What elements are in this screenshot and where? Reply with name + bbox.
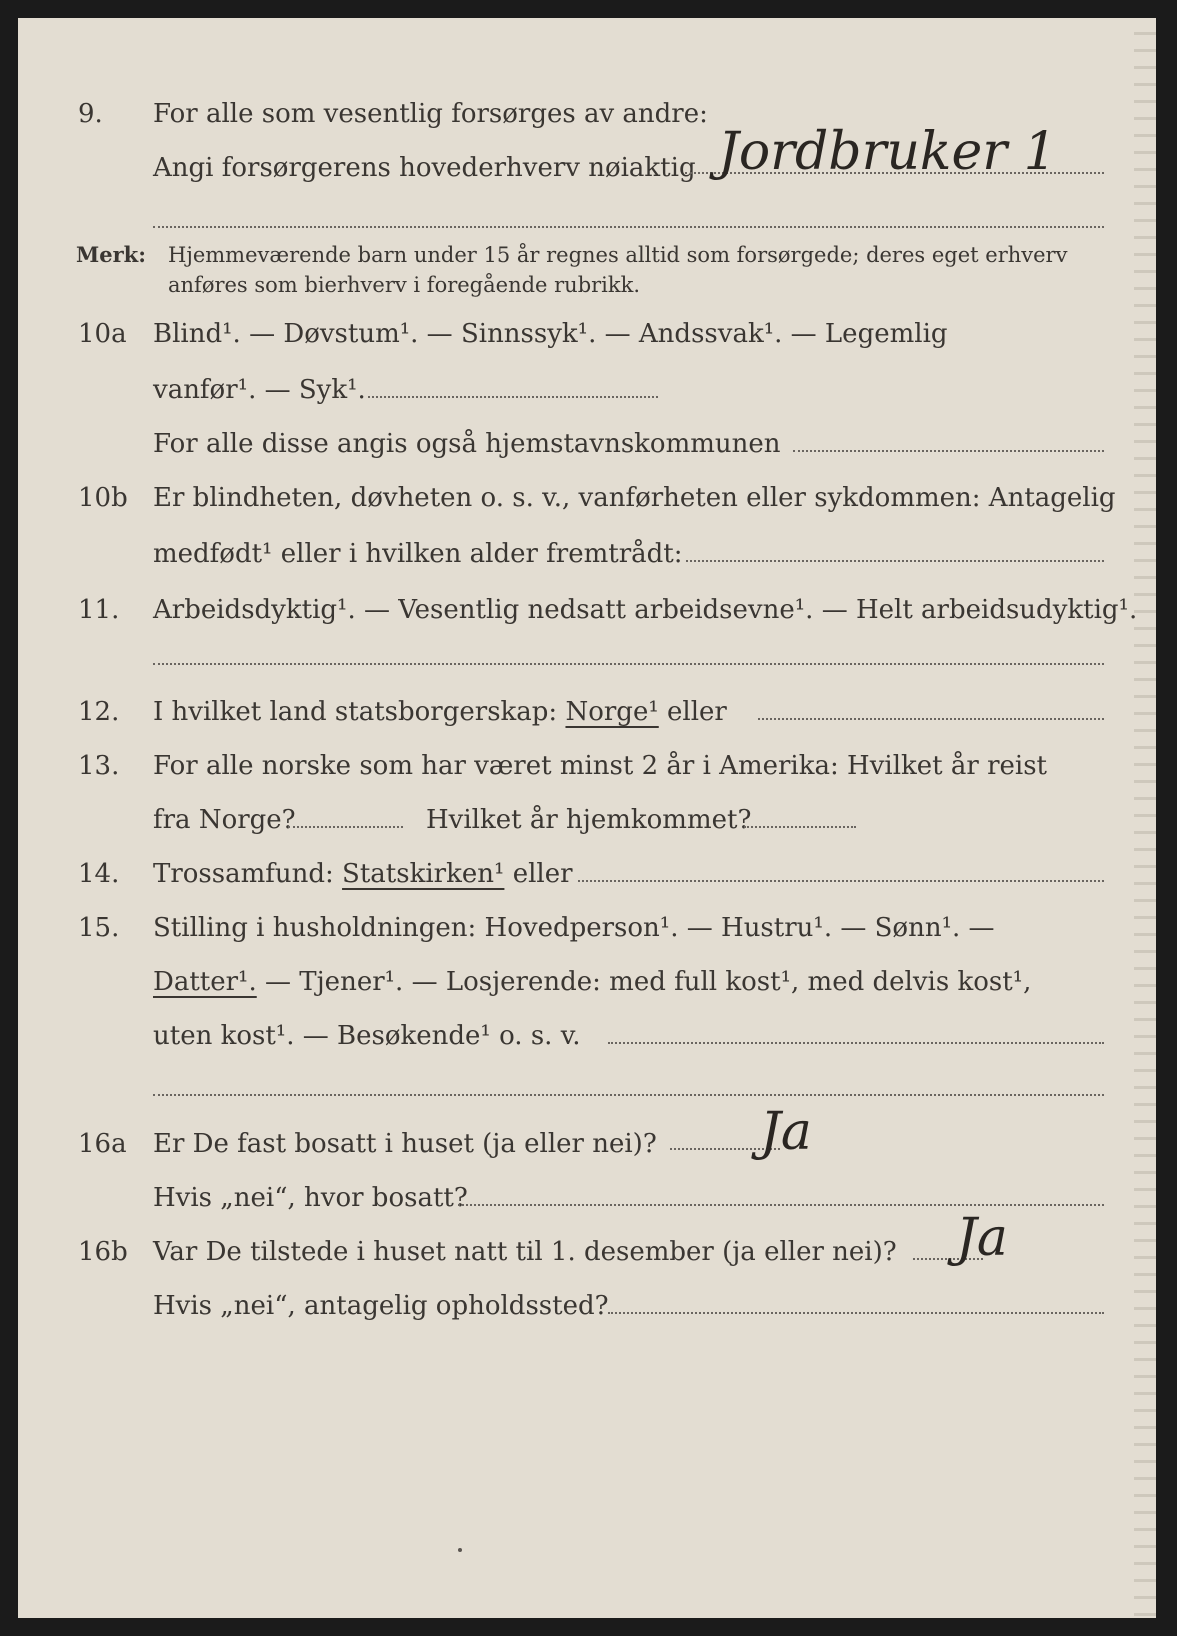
q13-hjemkommet-line <box>744 826 856 828</box>
q13-text-2b: Hvilket år hjemkommet? <box>426 805 752 835</box>
q16a-text-2: Hvis „nei“, hvor bosatt? <box>153 1183 468 1213</box>
q15-line2 <box>18 952 1156 1012</box>
q15-number: 15. <box>78 913 120 943</box>
q13-line1 <box>18 736 1156 796</box>
q9-handwritten-answer: Jordbruker 1 <box>718 122 1057 182</box>
q16b-line2 <box>18 1276 1156 1336</box>
census-form-page <box>18 18 1156 1618</box>
q11-text-1: Arbeidsdyktig¹. — Vesentlig nedsatt arbeidsevne¹. — Helt arbeidsudyktig¹. <box>153 595 1138 625</box>
q15-text-1: Stilling i husholdningen: Hovedperson¹. — Hustru¹. — Sønn¹. — <box>153 913 995 943</box>
q10a-text-2: vanfør¹. — Syk¹. <box>153 375 366 405</box>
q13-line2 <box>18 790 1156 850</box>
q11-line1 <box>18 580 1156 640</box>
q14-answer-line <box>578 880 1104 882</box>
q10b-text-2: medfødt¹ eller i hvilken alder fremtrådt: <box>153 539 683 569</box>
q16b-text-1: Var De tilstede i huset natt til 1. desember (ja eller nei)? <box>153 1237 897 1267</box>
q10a-kommune-line <box>793 450 1104 452</box>
q13-text-2a: fra Norge? <box>153 805 296 835</box>
q16a-handwritten-answer: Ja <box>760 1102 812 1162</box>
q10b-text-1: Er blindheten, døvheten o. s. v., vanførheten eller sykdommen: Antagelig <box>153 483 1116 513</box>
q12-suffix: eller <box>667 697 727 727</box>
q10b-answer-line <box>686 560 1104 562</box>
q10a-number: 10a <box>78 319 127 349</box>
q16b-text-2: Hvis „nei“, antagelig opholdssted? <box>153 1291 609 1321</box>
q10a-syk-line <box>368 396 658 398</box>
q10a-line1 <box>18 304 1156 364</box>
q14-number: 14. <box>78 859 120 889</box>
q15-line3 <box>18 1006 1156 1066</box>
q16b-opholdssted-line <box>608 1312 1104 1314</box>
q11-number: 11. <box>78 595 120 625</box>
q15-text-2 <box>153 952 1031 1012</box>
q10b-line2 <box>18 524 1156 584</box>
q15-text-2-rest: — Tjener¹. — Losjerende: med full kost¹, med delvis kost¹, <box>265 967 1032 997</box>
q16a-bosatt-line <box>458 1204 1104 1206</box>
q15-datter-underlined: Datter¹. <box>153 967 257 997</box>
q13-text-1: For alle norske som har været minst 2 år i Amerika: Hvilket år reist <box>153 751 1047 781</box>
q12-prefix: I hvilket land statsborgerskap: <box>153 697 558 727</box>
q16a-line1 <box>18 1114 1156 1174</box>
q12-text <box>153 682 727 742</box>
q13-number: 13. <box>78 751 120 781</box>
merk-text-1: Hjemmeværende barn under 15 år regnes alltid som forsørgede; deres eget erhverv <box>168 243 1068 267</box>
q12-answer-line <box>758 718 1104 720</box>
q10b-line1 <box>18 468 1156 528</box>
q10a-line2 <box>18 360 1156 420</box>
q10a-text-3: For alle disse angis også hjemstavnskommunen <box>153 429 781 459</box>
q14-text <box>153 844 573 904</box>
q16b-number: 16b <box>78 1237 128 1267</box>
q16a-text-1: Er De fast bosatt i huset (ja eller nei)? <box>153 1129 657 1159</box>
q15-extra-line <box>153 1094 1104 1096</box>
q14-suffix: eller <box>512 859 573 889</box>
q9-text-2: Angi forsørgerens hovederhverv nøiaktig <box>153 153 696 183</box>
q12-line1 <box>18 682 1156 742</box>
q9-text-1: For alle som vesentlig forsørges av andre: <box>153 99 708 129</box>
q16a-number: 16a <box>78 1129 127 1159</box>
q14-statskirken-underlined: Statskirken¹ <box>342 859 505 889</box>
q10a-text-1: Blind¹. — Døvstum¹. — Sinnssyk¹. — Andssvak¹. — Legemlig <box>153 319 948 349</box>
q10b-number: 10b <box>78 483 128 513</box>
q12-norge-underlined: Norge¹ <box>565 697 659 727</box>
q13-reist-line <box>288 826 403 828</box>
merk-label: Merk: <box>76 242 146 267</box>
merk-text-2: anføres som bierhverv i foregående rubrikk. <box>168 273 641 297</box>
q15-answer-line <box>608 1042 1104 1044</box>
q12-number: 12. <box>78 697 120 727</box>
q14-line1 <box>18 844 1156 904</box>
q10a-line3 <box>18 414 1156 474</box>
q15-line1 <box>18 898 1156 958</box>
q9-number: 9. <box>78 99 103 129</box>
paper-speck <box>458 1548 462 1552</box>
q9-extra-line <box>153 226 1104 228</box>
q15-text-3: uten kost¹. — Besøkende¹ o. s. v. <box>153 1021 581 1051</box>
q14-prefix: Trossamfund: <box>153 859 334 889</box>
q16b-handwritten-answer: Ja <box>956 1208 1008 1268</box>
q11-extra-line <box>153 663 1104 665</box>
